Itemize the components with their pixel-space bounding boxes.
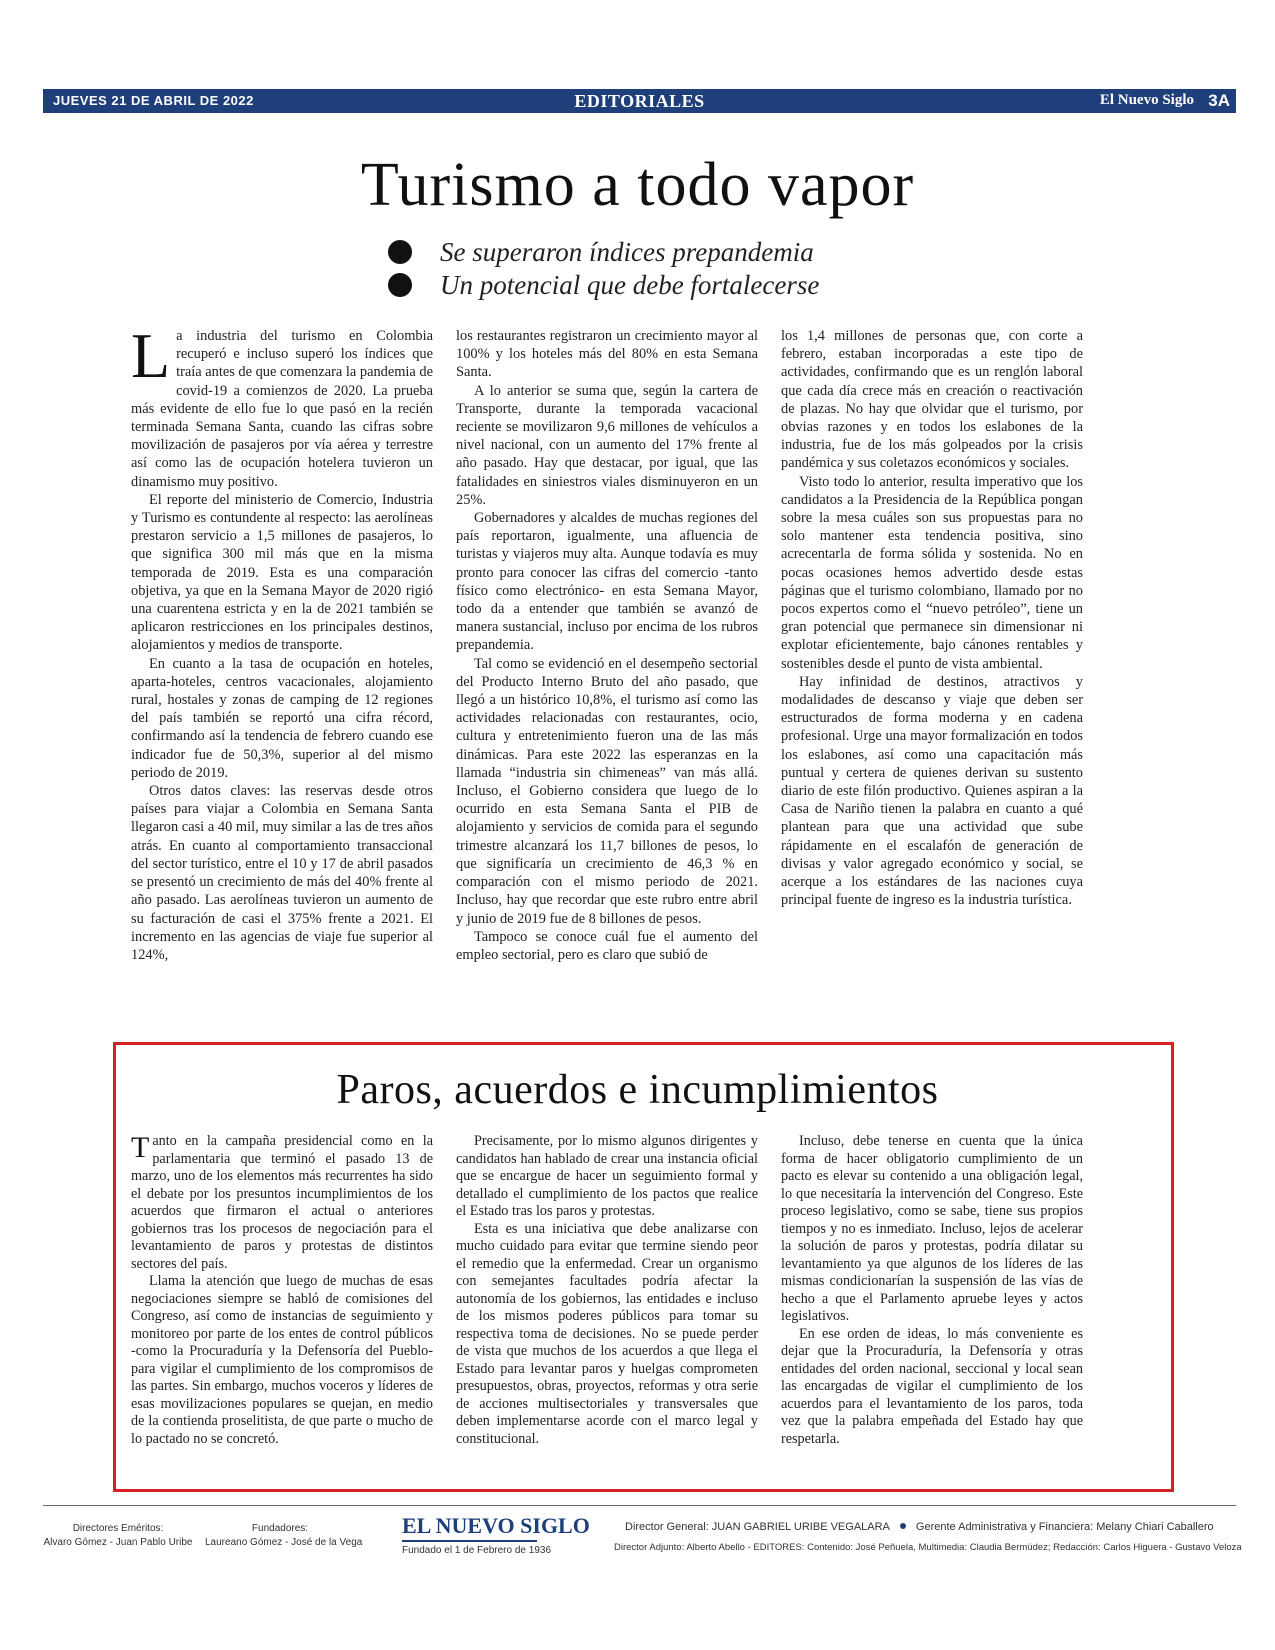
paragraph: los restaurantes registraron un crecimiento mayor al 100% y los hoteles más del 80% en esta Semana Santa. bbox=[456, 328, 758, 381]
directores-names: Alvaro Gómez - Juan Pablo Uribe bbox=[43, 1537, 193, 1548]
editorial-1-subheads bbox=[388, 236, 819, 302]
footer-rule bbox=[43, 1505, 1236, 1506]
founded-date: Fundado el 1 de Febrero de 1936 bbox=[402, 1545, 551, 1556]
editorial-1-column-2 bbox=[456, 327, 758, 964]
footer-masthead-line-1 bbox=[625, 1521, 1214, 1533]
paragraph: Tal como se evidenció en el desempeño sectorial del Producto Interno Bruto del año pasado, que llegó a un histórico 10,8%, el turismo así como las actividades relacionadas con restaurantes, ocio, cultura y entretenimiento fueron una de las más dinámicas. Para este 2022 las esperanzas en la llamada “industria sin chimeneas” van más allá. Incluso, el Gobierno considera que luego de lo ocurrido en esta Semana Santa el PIB de alojamiento y servicios de comida para el segundo trimestre alcanzará los 11,7 billones de pesos, lo que significaría un crecimiento de 46,3 % en comparación con el mismo periodo de 2021. Incluso, hay que recordar que este rubro entre abril y junio de 2019 fue de 8 billones de pesos. bbox=[456, 655, 758, 927]
subhead-1 bbox=[388, 236, 819, 269]
editorial-1-headline: Turismo a todo vapor bbox=[360, 151, 915, 219]
editorial-2-column-1 bbox=[131, 1133, 433, 1448]
paragraph: Visto todo lo anterior, resulta imperativo que los candidatos a la Presidencia de la República pongan sobre la mesa cuáles son sus propuestas para no solo mantener esta tendencia positiva, sino acrecentarla de forma sólida y sostenida. No en pocas ocasiones hemos advertido desde estas páginas que el turismo colombiano, llamado por no pocos expertos como el “nuevo petróleo”, tiene un gran potencial que permanece sin dimensionar ni explotar eficientemente, bajo cánones rentables y sostenibles desde el punto de vista ambiental. bbox=[781, 473, 1083, 672]
paragraph: En ese orden de ideas, lo más conveniente es dejar que la Procuraduría, la Defensoría y otras entidades del orden nacional, seccional y local sean las encargadas de vigilar el cumplimiento de los acuerdos para el levantamiento de los paros, toda vez que la palabra empeñada del Estado hay que respetarla. bbox=[781, 1325, 1083, 1447]
fundadores-names: Laureano Gómez - José de la Vega bbox=[205, 1537, 363, 1548]
bullet-icon bbox=[388, 273, 412, 297]
newspaper-brand: El Nuevo Siglo bbox=[1099, 92, 1194, 108]
paragraph: Hay infinidad de destinos, atractivos y modalidades de descanso y viaje que deben ser estructurados de forma moderna y en cadena profesional. Urge una mayor formalización en todos los eslabones, así como una capacitación más puntual y certera de quienes derivan su sustento diario de este filón productivo. Quienes aspiran a la Casa de Nariño tienen la palabra en cuanto a qué plantean para que una actividad que sube rápidamente en el escalafón de generación de divisas y valor agregado económico y social, se acerque a los estándares de las naciones cuya principal fuente de ingreso es la industria turística. bbox=[781, 673, 1083, 909]
paragraph: La industria del turismo en Colombia recuperó e incluso superó los índices que traía antes de que comenzara la pandemia de covid-19 a comienzos de 2020. La prueba más evidente de ello fue lo que pasó en la recién terminada Semana Santa, cuando las cifras sobre movilización de pasajeros por vía aérea y terrestre así como las de ocupación hotelera tuvieron un dinamismo muy positivo. bbox=[131, 320, 433, 490]
paragraph: Tampoco se conoce cuál fue el aumento del empleo sectorial, pero es claro que subió de bbox=[456, 928, 758, 963]
footer-staff: Director Adjunto: Alberto Abello - EDITORES: Contenido: José Peñuela, Multimedia: Claudia Bermúdez; Redacción: Carlos Higuera - Gustavo Veloza bbox=[614, 1542, 1242, 1553]
paragraph: Llama la atención que luego de muchas de esas negociaciones siempre se habló de comisiones del Congreso, así como de instancias de seguimiento y monitoreo por parte de los entes de control públicos -como la Procuraduría y la Defensoría del Pueblo- para vigilar el cumplimiento de los compromisos de las partes. Sin embargo, muchos voceros y líderes de esas movilizaciones populares se quejan, en medio de la contienda proselitista, de que parte o mucho de lo pactado no se concretó. bbox=[131, 1273, 433, 1447]
editorial-1-column-3 bbox=[781, 327, 1083, 910]
directores-label: Directores Eméritos: bbox=[72, 1523, 164, 1534]
paragraph: Otros datos claves: las reservas desde otros países para viajar a Colombia en Semana Santa llegaron casi a 40 mil, muy similar a las de tres años atrás. En cuanto al comportamiento transaccional del sector turístico, entre el 10 y 17 de abril pasados se presentó un crecimiento de más del 40% frente al año pasado. Las aerolíneas tuvieron un aumento de su facturación de casi el 375% frente a 2021. El incremento en las agencias de viaje fue superior al 124%, bbox=[131, 783, 433, 963]
subhead-2-text: Un potencial que debe fortalecerse bbox=[440, 270, 820, 300]
paragraph: Precisamente, por lo mismo algunos dirigentes y candidatos han hablado de crear una instancia oficial que se encargue de hacer un seguimiento formal y detallado el cumplimiento de los pactos que realice el Estado tras los paros y protestas. bbox=[456, 1133, 758, 1219]
paragraph: A lo anterior se suma que, según la cartera de Transporte, durante la temporada vacacional reciente se movilizaron 9,6 millones de vehículos a nivel nacional, con un aumento del 17% frente al año pasado. Hay que destacar, por igual, que las fatalidades en siniestros viales disminuyeron en un 25%. bbox=[456, 382, 758, 508]
fundadores-label: Fundadores: bbox=[251, 1523, 309, 1534]
page-header-bar bbox=[43, 89, 1236, 113]
paragraph: En cuanto a la tasa de ocupación en hoteles, aparta-hoteles, centros vacacionales, alojamiento rural, hostales y zonas de camping de 12 regiones del país también se reportó una cifra récord, confirmando así la tendencia de febrero cuando ese indicador fue de 50,3%, superior al del mismo periodo de 2019. bbox=[131, 655, 433, 781]
page-number: 3A bbox=[1208, 91, 1230, 110]
subhead-1-text: Se superaron índices prepandemia bbox=[440, 237, 814, 267]
bullet-icon bbox=[900, 1523, 906, 1529]
paragraph: Esta es una iniciativa que debe analizarse con mucho cuidado para evitar que termine siendo peor el remedio que la enfermedad. Crear un organismo con semejantes facultades podría afectar la autonomía de los gobiernos, las entidades e incluso de los mismos poderes públicos para tomar su respectiva toma de decisiones. No se puede perder de vista que muchos de los acuerdos a que llega el Estado para levantar paros y huelgas comprometen presupuestos, obras, proyectos, reformas y otra serie de acciones multisectoriales y transversales que deben implementarse acorde con el marco legal y constitucional. bbox=[456, 1220, 758, 1447]
section-title: EDITORIALES bbox=[574, 91, 705, 111]
footer-logo-underline bbox=[402, 1540, 537, 1542]
paragraph: los 1,4 millones de personas que, con corte a febrero, estaban incorporadas a este tipo de actividades, confirmando que es un renglón laboral que cada día crece más en creación o reactivación de plazas. No hay que olvidar que el turismo, por obvias razones y en todos los eslabones de la industria, fue de los más golpeados por la crisis pandémica y sus coletazos económicos y sociales. bbox=[781, 328, 1083, 472]
paragraph: El reporte del ministerio de Comercio, Industria y Turismo es contundente al respecto: las aerolíneas prestaron servicio a 1,5 millones de pasajeros, lo que significa 300 mil más que en la misma temporada de 2019. Esta es una comparación objetiva, ya que en la Semana Mayor de 2020 rigió una cuarentena estricta y en la de 2021 también se aplicaron restricciones en los principales destinos, alojamientos y medios de transporte. bbox=[131, 491, 433, 654]
drop-cap: T bbox=[131, 1131, 150, 1164]
director-general: Director General: JUAN GABRIEL URIBE VEGALARA bbox=[625, 1521, 890, 1533]
editorial-2-column-3 bbox=[781, 1133, 1083, 1448]
drop-cap: L bbox=[131, 320, 171, 391]
footer-logo: EL NUEVO SIGLO bbox=[402, 1513, 590, 1538]
editorial-2-column-2 bbox=[456, 1133, 758, 1448]
paragraph: Tanto en la campaña presidencial como en la parlamentaria que terminó el pasado 13 de marzo, uno de los elementos más recurrentes ha sido el debate por los presuntos incumplimientos de los acuerdos que firmaron el actual o anteriores gobiernos tras los procesos de negociación para el levantamiento de paros y protestas de distintos sectores del país. bbox=[131, 1131, 433, 1272]
gerente: Gerente Administrativa y Financiera: Melany Chiari Caballero bbox=[915, 1521, 1214, 1533]
paragraph: Gobernadores y alcaldes de muchas regiones del país reportaron, igualmente, una afluencia de turistas y viajeros muy alta. Aunque todavía es muy pronto para conocer las cifras del comercio -tanto físico como electrónico- en esta Semana Mayor, todo da a entender que también se avanzó de manera sustancial, incluso por encima de los rubros prepandemia. bbox=[456, 510, 758, 654]
subhead-2 bbox=[388, 269, 819, 302]
paragraph: Incluso, debe tenerse en cuenta que la única forma de hacer obligatorio cumplimiento de un pacto es elevar su contenido a una obligación legal, lo que necesitaría la intervención del Congreso. Este proceso legislativo, como se sabe, tiene sus propios tiempos y no es inmediato. Incluso, lejos de acelerar la solución de paros y protestas, podría dilatar su levantamiento ya que algunos de los líderes de las mismas condicionarían la suspensión de las vías de hecho a que el Parlamento apruebe leyes y actos legislativos. bbox=[781, 1133, 1083, 1324]
issue-date: JUEVES 21 DE ABRIL DE 2022 bbox=[53, 93, 254, 108]
bullet-icon bbox=[388, 240, 412, 264]
editorial-1-column-1 bbox=[131, 320, 433, 964]
editorial-2-headline: Paros, acuerdos e incumplimientos bbox=[336, 1067, 939, 1113]
